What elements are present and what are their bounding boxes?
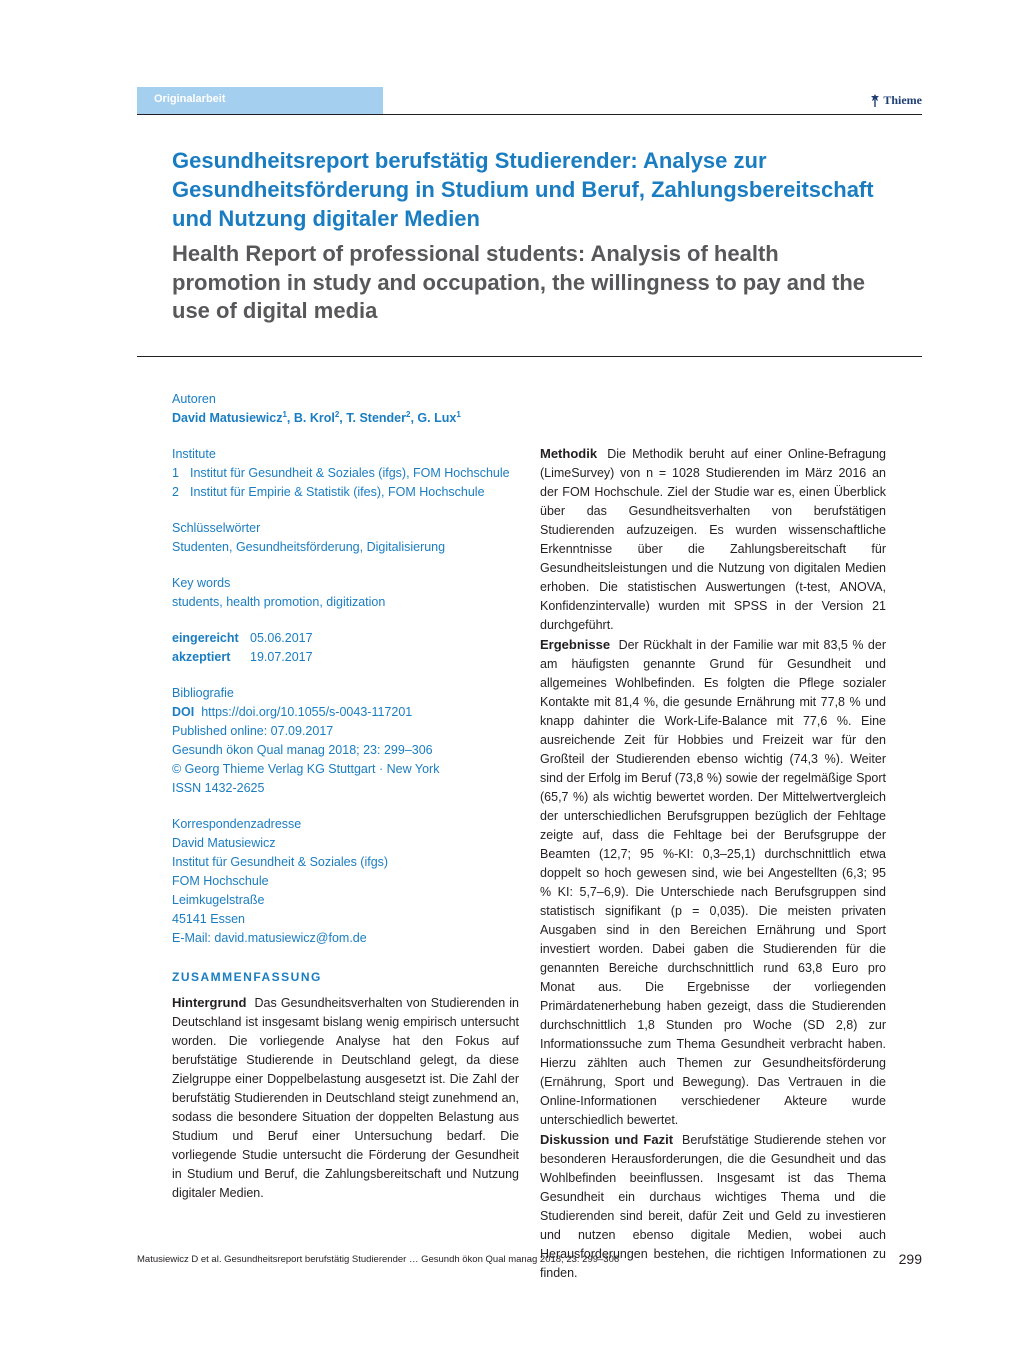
author: G. Lux$^1$ [417,409,461,425]
header-divider [137,114,922,115]
title-german: Gesundheitsreport berufstätig Studierender: Analyse zur Gesundheitsförderung in Studium und Beruf, Zahlungsbereitschaft und Nutzung digitaler Medien [172,148,874,231]
author-list [172,409,522,428]
abstract-background [172,993,519,1203]
published-date: Published online: 07.09.2017 [172,724,334,738]
title-english: Health Report of professional students: Analysis of health promotion in study and occupation, the willingness to pay and the use of digital media [172,241,866,323]
institutes-label: Institute [172,447,216,461]
article-metadata [172,390,522,965]
page-number: 299 [898,1251,922,1267]
summary-heading: ZUSAMMENFASSUNG [172,970,322,984]
publisher-name: Thieme [883,93,922,107]
accepted-date: akzeptiert 19.07.2017 [172,650,313,664]
keywords-de-block [172,519,522,557]
title-divider [137,356,922,357]
correspondence-line: FOM Hochschule [172,874,269,888]
keywords-en-label: Key words [172,576,231,590]
issn: ISSN 1432-2625 [172,781,265,795]
abstract-section-text: Berufstätige Studierende stehen vor besonderen Herausforderungen, die die Gesundheit und das Wohlbefinden beeinflussen. Insgesamt ist das Thema Gesundheit ein durchaus wichtiges Thema und die Studierenden sind bereit, dafür Zeit und Geld zu investieren und nutzen ebenso digitale Medien, wobei auch Herausforderungen bestehen, die richtigen Informationen zu finden. [540,1133,886,1280]
bibliography-label: Bibliografie [172,686,234,700]
doi-link[interactable]: https://doi.org/10.1055/s-0043-117201 [201,705,413,719]
doi-line: DOI https://doi.org/10.1055/s-0043-117201 [172,705,413,719]
thieme-logo-icon [870,94,880,107]
author: T. Stender$^2$, [346,409,418,425]
section-label: Originalarbeit [154,93,226,105]
section-tab [137,87,383,114]
abstract-section-label: Methodik [540,446,598,461]
submitted-date: eingereicht 05.06.2017 [172,631,313,645]
correspondence-line: David Matusiewicz [172,836,276,850]
abstract-section-label: Diskussion und Fazit [540,1132,674,1147]
dates-block [172,629,522,667]
correspondence-line: Institut für Gesundheit & Soziales (ifgs) [172,855,389,869]
authors-block [172,390,522,428]
abstract-left-column [172,993,519,1203]
bibliography-block [172,684,522,798]
abstract-right-column [540,444,886,1283]
authors-label: Autoren [172,392,216,406]
footer-citation: Matusiewicz D et al. Gesundheitsreport berufstätig Studierender … Gesundh ökon Qual manag 2018; 23: 299–306 [137,1254,620,1265]
correspondence-line: Leimkugelstraße [172,893,265,907]
keywords-en: students, health promotion, digitization [172,595,386,609]
correspondence-block [172,815,522,948]
institute-item: 2 Institut für Empirie & Statistik (ifes), FOM Hochschule [172,485,485,499]
abstract-methods [540,444,886,635]
email-link[interactable]: E-Mail: david.matusiewicz@fom.de [172,931,367,945]
correspondence-label: Korrespondenzadresse [172,817,302,831]
keywords-de: Studenten, Gesundheitsförderung, Digitalisierung [172,540,446,554]
abstract-section-text: Der Rückhalt in der Familie war mit 83,5 % der am häufigsten genannte Grund für Gesundheit und allgemeines Wohlbefinden. Es folgten die Pflege sozialer Kontakte mit 81,4 %, die gesunde Ernährung mit 77,8 % und knapp dahinter die Work-Life-Balance mit 77,6 %. Eine ausreichende Zeit für Hobbies und Freizeit war für den Großteil der Studierenden ebenso wichtig (74,3 %). Weiter sind der Erfolg im Beruf (73,8 %) sowie der regelmäßige Sport (65,7 %) als wichtig bewertet worden. Der Mittelwertvergleich der unterschiedlichen Berufsgruppen bezüglich der Fehltage zeigte auf, dass die Fehltage bei der Berufsgruppe der Beamten (12,7; 95 %-KI: 0,3–25,1) durchschnittlich etwa doppelt so hoch gewesen sind, wie bei Angestellten (6,3; 95 % KI: 5,7–6,9). Die Unterschiede nach Berufsgruppen sind statistisch signifikant (p = 0,035). Die meisten privaten Ausgaben sind in den Bereichen Ernährung und Sport investiert worden. Dabei gaben die Studierenden für die genannten Bereiche durchschnittlich rund 63,8 Euro pro Monat aus. Die Ergebnisse der vorliegenden Primärdatenerhebung haben gezeigt, dass die Studierenden durchschnittlich 1,8 Stunden pro Woche (SD 2,8) zur Informationssuche zum Thema Gesundheit verbracht haben. Hierzu zählten auch Themen zur Gesundheitsförderung (Ernährung, Sport und Bewegung). Das Vertrauen in die Online-Informationen verschiedener Akteure wurde unterschiedlich bewertet. [540,638,886,1127]
journal-citation: Gesundh ökon Qual manag 2018; 23: 299–306 [172,743,433,757]
abstract-results [540,635,886,1130]
institutes-block [172,445,522,502]
abstract-section-text: Die Methodik beruht auf einer Online-Befragung (LimeSurvey) von n = 1028 Studierenden im März 2016 an der FOM Hochschule. Ziel der Studie war es, einen Überblick über das Gesundheitsverhalten von berufstätigen Studierenden aufzuzeigen. Es wurden wissenschaftliche Erkenntnisse über die Zahlungsbereitschaft für Gesundheitsleistungen und die Nutzung von digitalen Medien erhoben. Die statistischen Auswertungen (t-test, ANOVA, Konfidenzintervalle) wurden mit SPSS in der Version 21 durchgeführt. [540,447,887,632]
abstract-section-label: Ergebnisse [540,637,611,652]
keywords-de-label: Schlüsselwörter [172,521,261,535]
abstract-section-label: Hintergrund [172,995,247,1010]
abstract-section-text: Das Gesundheitsverhalten von Studierenden in Deutschland ist insgesamt bislang wenig empirisch untersucht worden. Die vorliegende Analyse hat den Fokus auf berufstätige Studierende in Deutschland gelegt, da diese Zielgruppe einer Doppelbelastung ausgesetzt ist. Die Zahl der berufstätig Studierenden in Deutschland steigt zunehmend an, sodass die besondere Situation der doppelten Belastung aus Studium und Beruf einer Untersuchung bedarf. Die vorliegende Studie untersucht die Förderung der Gesundheit in Studium und Beruf, die Zahlungsbereitschaft und Nutzung digitaler Medien. [172,996,519,1200]
publisher-logo [870,93,922,108]
author: David Matusiewicz$^1$, [172,409,294,425]
institute-item: 1 Institut für Gesundheit & Soziales (ifgs), FOM Hochschule [172,466,510,480]
copyright: © Georg Thieme Verlag KG Stuttgart · New York [172,762,440,776]
author: B. Krol$^2$, [293,409,347,425]
correspondence-line: 45141 Essen [172,912,245,926]
keywords-en-block [172,574,522,612]
